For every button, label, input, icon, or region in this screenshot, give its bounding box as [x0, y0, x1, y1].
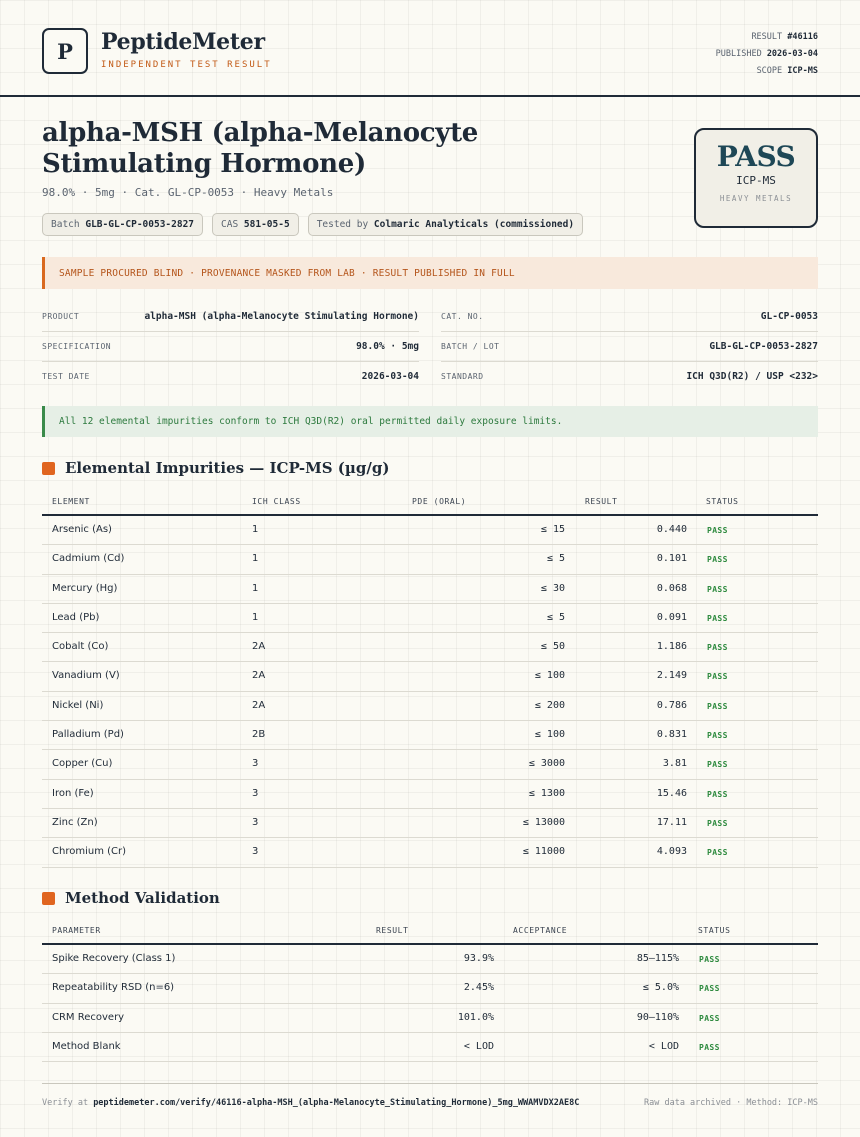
status-badge: PASS — [707, 584, 728, 594]
status-badge: PASS — [707, 789, 728, 799]
info-value: ICH Q3D(R2) / USP <232> — [686, 371, 818, 382]
result-label: RESULT — [751, 32, 783, 42]
pde-cell: ≤ 15 — [540, 524, 565, 535]
pde-cell: ≤ 5 — [546, 611, 565, 623]
info-row-cat-no — [441, 302, 818, 332]
table-row — [42, 633, 818, 662]
column-header: ICH CLASS — [252, 497, 301, 506]
column-header: ACCEPTANCE — [513, 926, 568, 935]
info-row-specification — [42, 332, 419, 362]
result-id: #46116 — [787, 32, 818, 42]
table-row — [42, 516, 818, 545]
pde-cell: ≤ 5 — [546, 553, 565, 565]
ich-class-cell: 1 — [252, 582, 259, 594]
column-header: STATUS — [698, 926, 731, 935]
column-header: RESULT — [376, 926, 409, 935]
info-key: PRODUCT — [42, 312, 80, 321]
status-badge: PASS — [707, 526, 728, 535]
info-key: BATCH / LOT — [441, 342, 500, 351]
status-badge: PASS — [699, 1042, 720, 1052]
blind-sample-banner — [42, 257, 818, 289]
status-badge: PASS — [699, 984, 720, 994]
result-cell: 2.149 — [656, 670, 687, 682]
impurities-heading-text: Elemental Impurities — ICP-MS (µg/g) — [65, 459, 390, 477]
acceptance-cell: 85–115% — [636, 953, 679, 964]
pass-stamp — [694, 128, 818, 228]
tested-by-value: Colmaric Analyticals (commissioned) — [373, 219, 575, 230]
result-cell: 0.831 — [656, 729, 687, 741]
column-header: RESULT — [585, 497, 618, 506]
impurities-table — [42, 488, 818, 868]
published-date: 2026-03-04 — [766, 49, 818, 59]
info-key: CAT. NO. — [441, 312, 484, 321]
pde-cell: ≤ 3000 — [528, 758, 565, 770]
pde-cell: ≤ 50 — [540, 641, 565, 653]
status-badge: PASS — [707, 731, 728, 741]
info-value: alpha-MSH (alpha-Melanocyte Stimulating Hormone) — [144, 311, 419, 322]
result-cell: 1.186 — [656, 641, 687, 653]
page-header — [0, 0, 860, 97]
element-cell: Cadmium (Cd) — [52, 553, 125, 565]
info-value: GLB-GL-CP-0053-2827 — [709, 341, 818, 352]
ich-class-cell: 3 — [252, 758, 259, 770]
element-cell: Copper (Cu) — [52, 758, 113, 770]
table-row — [42, 809, 818, 838]
status-badge: PASS — [707, 672, 728, 682]
ich-class-cell: 2A — [252, 641, 266, 653]
cas-chip-label: CAS — [221, 219, 239, 230]
pde-cell: ≤ 200 — [534, 699, 565, 711]
stamp-category: HEAVY METALS — [719, 194, 793, 203]
table-row — [42, 1033, 818, 1062]
status-badge: PASS — [707, 643, 728, 653]
status-badge: PASS — [707, 848, 728, 858]
element-cell: Cobalt (Co) — [52, 641, 109, 653]
page-title: alpha-MSH (alpha-Melanocyte Stimulating Hormone) — [42, 118, 479, 179]
stamp-verdict: PASS — [716, 140, 796, 173]
table-row — [42, 838, 818, 867]
info-key: STANDARD — [441, 372, 484, 381]
pde-cell: ≤ 1300 — [528, 787, 565, 799]
parameter-cell: Repeatability RSD (n=6) — [52, 982, 175, 994]
batch-chip — [42, 213, 203, 236]
table-row — [42, 662, 818, 691]
ich-class-cell: 3 — [252, 787, 259, 799]
element-cell: Lead (Pb) — [52, 611, 100, 623]
column-header: PARAMETER — [52, 926, 101, 935]
ich-class-cell: 3 — [252, 846, 259, 858]
verify-line — [42, 1098, 579, 1108]
status-badge: PASS — [707, 613, 728, 623]
result-cell: 2.45% — [463, 982, 494, 994]
logo-icon: P — [42, 28, 88, 74]
ich-class-cell: 1 — [252, 611, 259, 623]
page-footer — [42, 1083, 818, 1108]
cas-chip-value: 581-05-5 — [243, 219, 290, 230]
impurities-heading — [42, 459, 389, 477]
validation-table — [42, 917, 818, 1062]
column-header: ELEMENT — [52, 497, 90, 506]
brand-tagline: INDEPENDENT TEST RESULT — [101, 60, 272, 70]
pde-cell: ≤ 13000 — [522, 816, 565, 828]
pde-cell: ≤ 100 — [534, 729, 565, 741]
column-header: PDE (ORAL) — [412, 497, 467, 506]
info-right-column — [441, 302, 818, 392]
element-cell: Mercury (Hg) — [52, 582, 118, 594]
element-cell: Arsenic (As) — [52, 524, 112, 535]
element-cell: Palladium (Pd) — [52, 729, 124, 741]
result-cell: 0.440 — [656, 524, 687, 535]
element-cell: Chromium (Cr) — [52, 846, 127, 858]
info-row-product — [42, 302, 419, 332]
section-marker-icon — [42, 462, 55, 475]
result-cell: 3.81 — [662, 758, 687, 770]
product-subtitle: 98.0% · 5mg · Cat. GL-CP-0053 · Heavy Metals — [42, 186, 334, 199]
info-key: TEST DATE — [42, 372, 90, 381]
info-row-test-date — [42, 362, 419, 392]
pde-cell: ≤ 30 — [540, 582, 565, 594]
parameter-cell: CRM Recovery — [52, 1011, 125, 1023]
result-cell: < LOD — [463, 1040, 494, 1052]
table-row — [42, 750, 818, 779]
validation-heading-text: Method Validation — [65, 889, 220, 907]
info-value: 98.0% · 5mg — [356, 341, 419, 352]
verify-link[interactable]: peptidemeter.com/verify/46116-alpha-MSH_(alpha-Melanocyte_Stimulating_Hormone)_5mg_WWAMVDX2AE8C — [93, 1098, 580, 1108]
status-badge: PASS — [707, 555, 728, 565]
table-row — [42, 692, 818, 721]
impurities-table-body — [42, 516, 818, 868]
table-row — [42, 721, 818, 750]
batch-chip-label: Batch — [51, 219, 80, 230]
pde-cell: ≤ 100 — [534, 670, 565, 682]
info-value: 2026-03-04 — [361, 371, 419, 382]
scope-label: SCOPE — [756, 66, 783, 76]
table-row — [42, 604, 818, 633]
info-row-standard — [441, 362, 818, 392]
info-key: SPECIFICATION — [42, 342, 112, 351]
cas-chip — [212, 213, 299, 236]
ich-class-cell: 2A — [252, 699, 266, 711]
tested-by-label: Tested by — [316, 219, 369, 230]
banner-text: SAMPLE PROCURED BLIND · PROVENANCE MASKED FROM LAB · RESULT PUBLISHED IN FULL — [59, 267, 515, 279]
status-badge: PASS — [699, 1013, 720, 1023]
result-cell: 0.786 — [656, 699, 687, 711]
result-cell: 0.068 — [656, 582, 687, 594]
result-cell: 15.46 — [656, 787, 687, 799]
result-cell: 17.11 — [656, 816, 687, 828]
result-meta — [716, 29, 818, 80]
result-cell: 0.091 — [656, 611, 687, 623]
pde-cell: ≤ 11000 — [522, 846, 565, 858]
batch-chip-value: GLB-GL-CP-0053-2827 — [85, 219, 195, 230]
result-cell: 0.101 — [656, 553, 687, 565]
parameter-cell: Method Blank — [52, 1040, 121, 1052]
status-badge: PASS — [699, 955, 720, 964]
element-cell: Nickel (Ni) — [52, 699, 104, 711]
ich-class-cell: 1 — [252, 524, 259, 535]
table-row — [42, 974, 818, 1003]
validation-table-body — [42, 945, 818, 1062]
acceptance-cell: < LOD — [648, 1040, 679, 1052]
product-chips — [42, 213, 583, 236]
result-cell: 93.9% — [463, 953, 494, 964]
section-marker-icon — [42, 892, 55, 905]
scope-value: ICP-MS — [787, 66, 818, 76]
status-badge: PASS — [707, 760, 728, 770]
info-left-column — [42, 302, 419, 392]
info-row-batch-lot — [441, 332, 818, 362]
ich-class-cell: 1 — [252, 553, 259, 565]
ich-class-cell: 3 — [252, 816, 259, 828]
status-badge: PASS — [707, 701, 728, 711]
verify-prefix: Verify at — [42, 1098, 89, 1108]
conformance-note — [42, 406, 818, 437]
info-value: GL-CP-0053 — [760, 311, 818, 322]
table-row — [42, 780, 818, 809]
result-cell: 101.0% — [457, 1011, 494, 1023]
ich-class-cell: 2B — [252, 729, 266, 741]
impurities-table-header — [42, 488, 818, 516]
status-badge: PASS — [707, 818, 728, 828]
result-cell: 4.093 — [656, 846, 687, 858]
table-row — [42, 575, 818, 604]
validation-table-header — [42, 917, 818, 945]
archive-note: Raw data archived · Method: ICP-MS — [644, 1098, 818, 1108]
acceptance-cell: ≤ 5.0% — [642, 982, 679, 994]
brand-name: PeptideMeter — [101, 29, 265, 55]
acceptance-cell: 90–110% — [636, 1011, 679, 1023]
element-cell: Zinc (Zn) — [52, 816, 98, 828]
tested-by-chip — [308, 213, 583, 236]
column-header: STATUS — [706, 497, 739, 506]
table-row — [42, 1004, 818, 1033]
parameter-cell: Spike Recovery (Class 1) — [52, 953, 176, 964]
conformance-note-text: All 12 elemental impurities conform to ICH Q3D(R2) oral permitted daily exposure limits. — [59, 416, 563, 427]
element-cell: Vanadium (V) — [52, 670, 120, 682]
stamp-method: ICP-MS — [736, 174, 776, 187]
table-row — [42, 545, 818, 574]
published-label: PUBLISHED — [715, 49, 762, 59]
validation-heading — [42, 889, 220, 907]
table-row — [42, 945, 818, 974]
ich-class-cell: 2A — [252, 670, 266, 682]
element-cell: Iron (Fe) — [52, 787, 94, 799]
